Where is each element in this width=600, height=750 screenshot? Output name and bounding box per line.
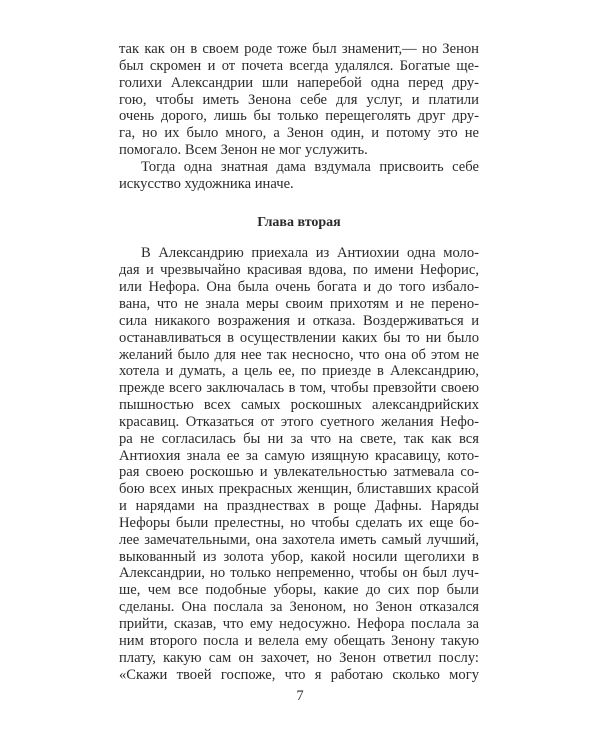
- paragraph: [119, 245, 479, 683]
- text-line: помогало. Всем Зенон не мог услужить.: [119, 142, 368, 159]
- text-line: сделаны. Она послала за Зеноном, но Зенон отказался: [119, 599, 479, 616]
- text-line: Антиохия знала ее за самую изящную красавицу, кото-: [119, 447, 479, 464]
- text-line: ше, чем все подобные уборы, какие до сих пор были: [119, 582, 479, 599]
- text-line: хотела и думать, а цель ее, по приезде в Александрию,: [119, 363, 479, 380]
- text-line: га, но их было много, а Зенон один, и потому это не: [119, 125, 479, 142]
- text-before-chapter: [119, 41, 479, 193]
- text-line: и нарядами на празднествах в роще Дафны. Наряды: [119, 498, 479, 515]
- text-line: Нефоры были прелестны, но чтобы сделать их еще бо-: [119, 514, 479, 531]
- text-line: прежде всего заключалась в том, чтобы превзойти своею: [119, 380, 479, 397]
- text-line: В Александрию приехала из Антиохии одна моло-: [141, 245, 479, 262]
- text-line: рая своею роскошью и увлекательностью затмевала со-: [119, 464, 479, 481]
- text-line: останавливаться в осуществлении каких бы то ни было: [119, 329, 479, 346]
- text-line: ра не согласилась бы ни за что на свете, так как вся: [119, 430, 479, 447]
- paragraph: [119, 159, 479, 193]
- text-line: искусство художника иначе.: [119, 175, 294, 192]
- text-line: был скромен и от почета всегда удалялся. Богатые ще-: [119, 57, 479, 74]
- chapter-body: [119, 245, 479, 683]
- text-line: выкованный из золота убор, какой носили щеголихи в: [119, 548, 479, 565]
- text-line: желаний было для нее так несносно, что она об этом не: [119, 346, 479, 363]
- text-line: так как он в своем роде тоже был знаменит,— но Зенон: [119, 41, 479, 57]
- page-text: [119, 41, 479, 683]
- chapter-title: Глава вторая: [257, 214, 341, 230]
- page-number: 7: [296, 688, 304, 704]
- paragraph: [119, 41, 479, 159]
- text-line: Тогда одна знатная дама вздумала присвоить себе: [141, 158, 479, 175]
- text-line: очень дорого, лишь бы только перещеголять друг дру-: [119, 108, 479, 125]
- text-line: или Нефора. Она была очень богата и до того избало-: [119, 279, 479, 296]
- text-line: вана, что не знала меры своим прихотям и не перено-: [119, 295, 479, 312]
- text-line: Александрии, но только непременно, чтобы он был луч-: [119, 565, 479, 582]
- text-line: прийти, сказав, что ему недосужно. Нефора послала за: [119, 616, 479, 632]
- text-line: ним второго посла и велела ему обещать Зенону такую: [119, 632, 479, 649]
- text-line: плату, какую сам он захочет, но Зенон ответил послу:: [119, 649, 479, 666]
- text-line: гою, чтобы иметь Зенона себе для услуг, и платили: [119, 91, 479, 108]
- text-line: сила никакого возражения и отказа. Воздерживаться и: [119, 312, 479, 329]
- text-line: лее замечательными, она захотела иметь самый лучший,: [119, 531, 479, 548]
- text-line: голихи Александрии шли наперебой одна перед дру-: [119, 74, 479, 91]
- text-line: «Скажи твоей госпоже, что я работаю сколько могу: [119, 666, 479, 683]
- text-line: пышностью всех самых роскошных александрийских: [119, 397, 479, 414]
- text-line: красавиц. Отказаться от этого суетного желания Нефо-: [119, 413, 479, 430]
- text-line: дая и чрезвычайно красивая вдова, по имени Нефорис,: [119, 262, 479, 279]
- text-line: бою всех иных прекрасных женщин, блиставших красой: [119, 481, 479, 498]
